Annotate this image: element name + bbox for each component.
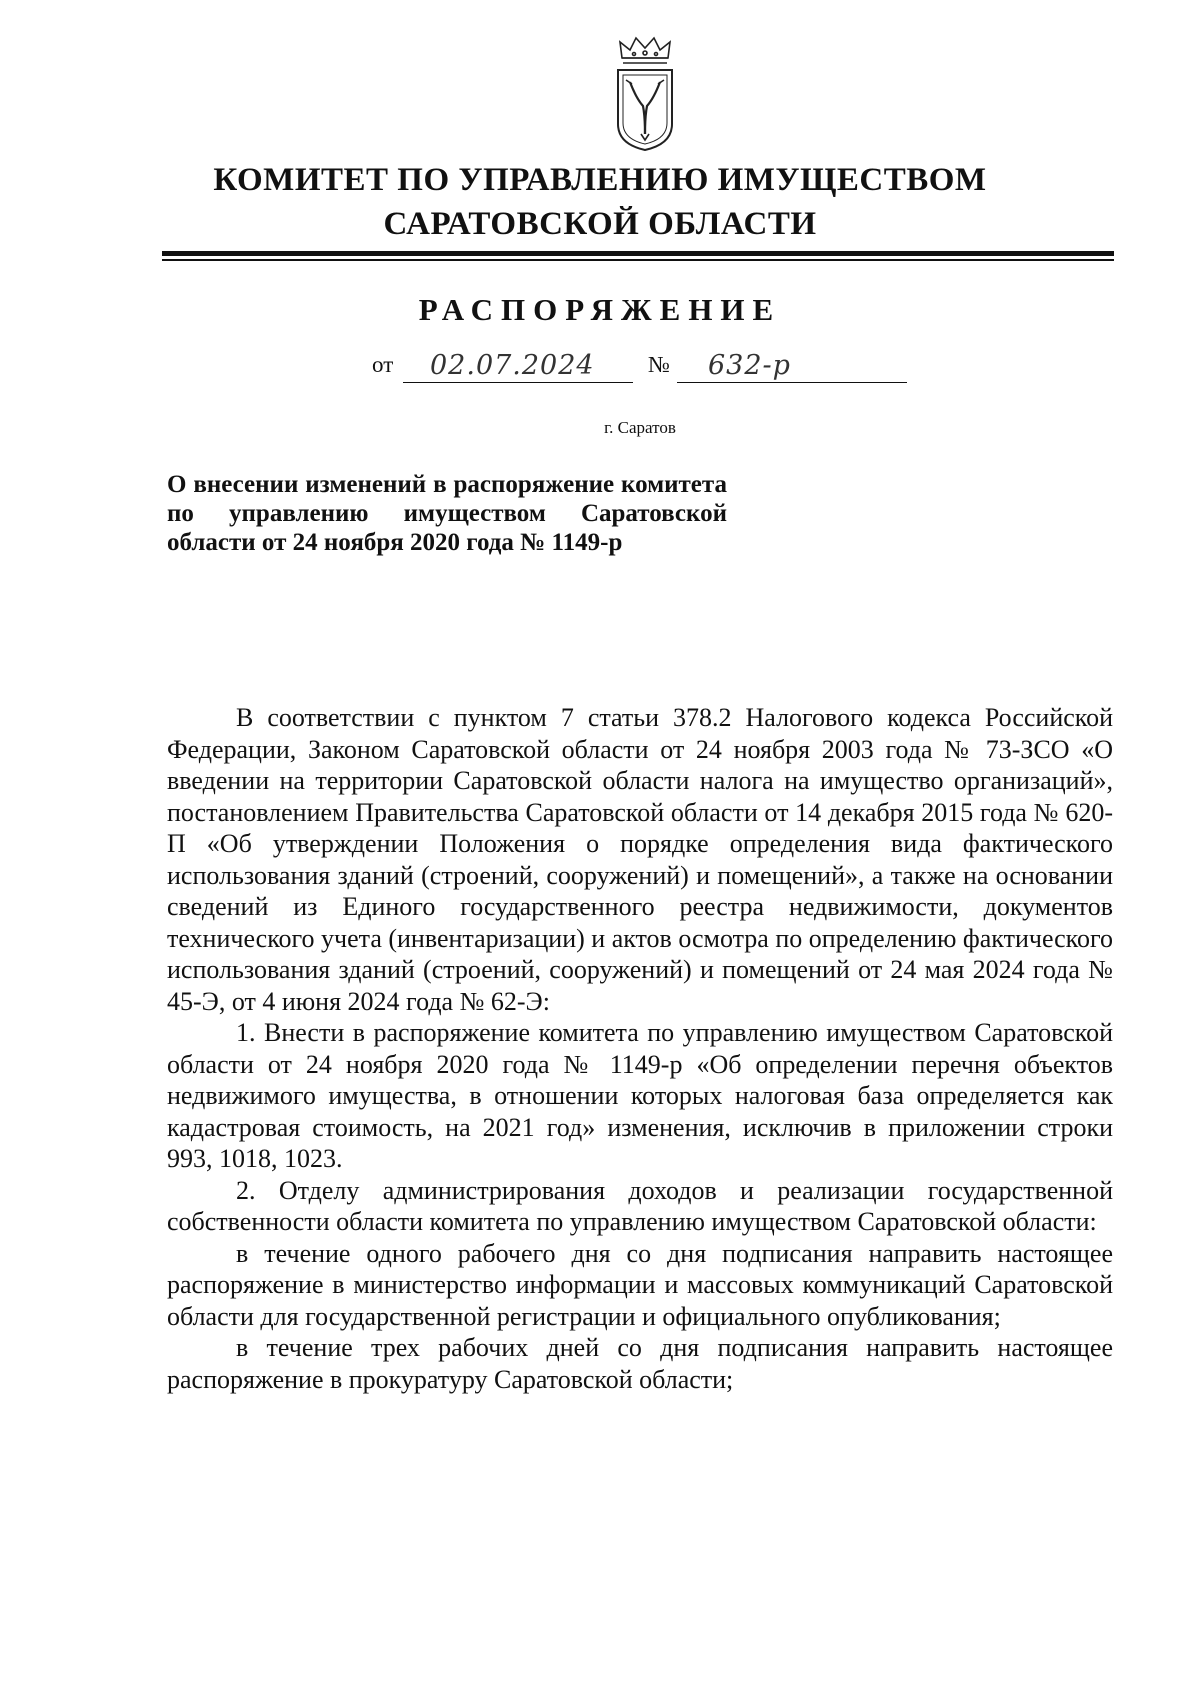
header-divider-thick bbox=[162, 251, 1114, 256]
organization-name-line1: КОМИТЕТ ПО УПРАВЛЕНИЮ ИМУЩЕСТВОМ bbox=[213, 162, 987, 198]
document-type-title: РАСПОРЯЖЕНИЕ bbox=[418, 292, 782, 327]
coat-of-arms-icon bbox=[610, 36, 680, 154]
body-paragraph-item-2: 2. Отделу администрирования доходов и реализации государственной собственности области комитета по управлению имуществом Саратовской области: bbox=[167, 1175, 1113, 1236]
organization-name-line2: САРАТОВСКОЙ ОБЛАСТИ bbox=[383, 206, 817, 242]
body-paragraph-subitem-1: в течение одного рабочего дня со дня подписания направить настоящее распоряжение в министерство информации и массовых коммуникаций Саратовской области для государственной регистрации и официального опубликования; bbox=[167, 1238, 1113, 1331]
document-body bbox=[167, 702, 1113, 1395]
city-label: г. Саратов bbox=[604, 418, 676, 437]
body-paragraph-preamble: В соответствии с пунктом 7 статьи 378.2 Налогового кодекса Российской Федерации, Законом Саратовской области от 24 ноября 2003 года № 73-ЗСО «О введении на территории Саратовской области налога на имущество организаций», постановлением Правительства Саратовской области от 14 декабря 2015 года № 620-П «Об утверждении Положения о порядке определения вида фактического использования зданий (строений, сооружений) и помещений», а также на основании сведений из Единого государственного реестра недвижимости, документов технического учета (инвентаризации) и актов осмотра по определению фактического использования зданий (строений, сооружений) и помещений от 24 мая 2024 года № 45-Э, от 4 июня 2024 года № 62-Э: bbox=[167, 703, 1113, 1016]
document-subject: О внесении изменений в распоряжение комитета по управлению имуществом Саратовской области от 24 ноября 2020 года № 1149-р bbox=[167, 471, 727, 556]
date-underline bbox=[403, 382, 633, 383]
header-divider-thin bbox=[162, 259, 1114, 261]
number-underline bbox=[677, 382, 907, 383]
number-label: № bbox=[648, 352, 670, 377]
body-paragraph-item-1: 1. Внести в распоряжение комитета по управлению имуществом Саратовской области от 24 ноября 2020 года № 1149-р «Об определении перечня объектов недвижимого имущества, в отношении которых налоговая база определяется как кадастровая стоимость, на 2021 год» изменения, исключив в приложении строки 993, 1018, 1023. bbox=[167, 1018, 1113, 1173]
date-label: от bbox=[372, 352, 394, 377]
handwritten-date: 02.07.2024 bbox=[430, 350, 595, 381]
body-paragraph-subitem-2: в течение трех рабочих дней со дня подписания направить настоящее распоряжение в прокуратуру Саратовской области; bbox=[167, 1333, 1113, 1394]
handwritten-number: 632-р bbox=[708, 350, 791, 381]
